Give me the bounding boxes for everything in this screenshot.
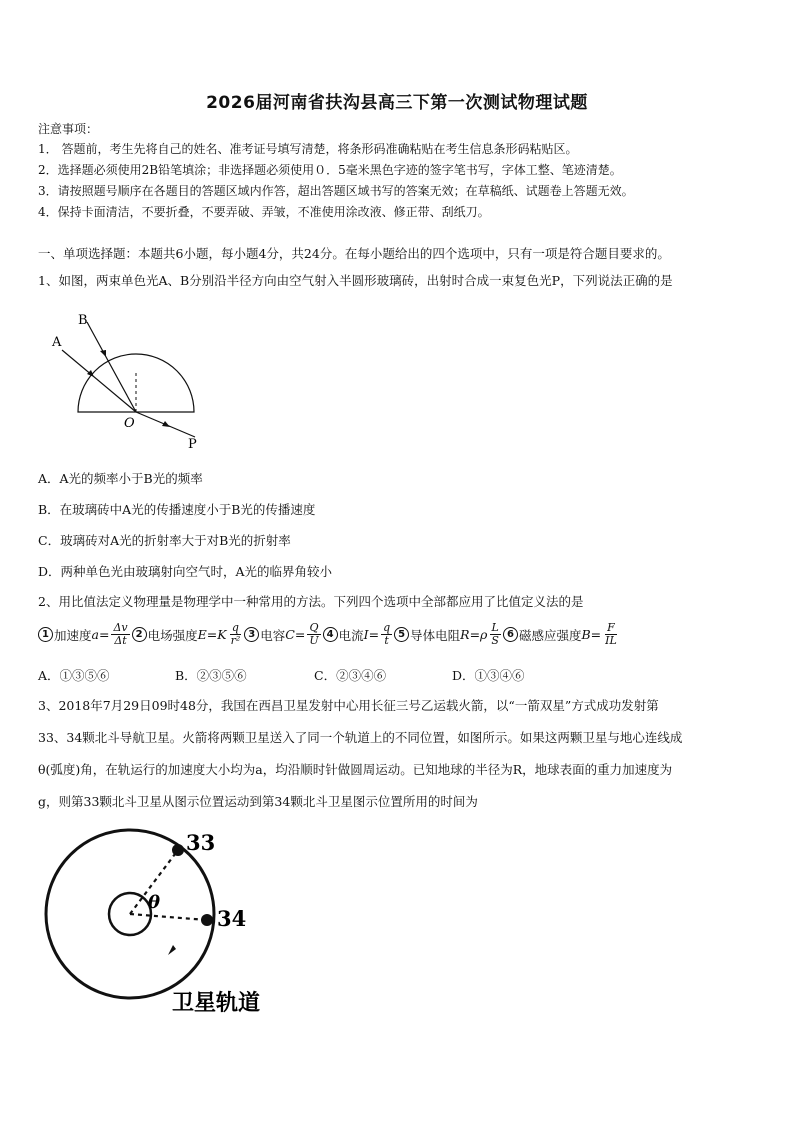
section-heading: 一、单项选择题：本题共6小题，每小题4分，共24分。在每小题给出的四个选项中，只有一项是符合题目要求的。 (38, 246, 670, 261)
ray-b-arrow (100, 350, 106, 357)
formula-var: C (285, 627, 295, 642)
fraction-den: U (309, 634, 319, 647)
formula-var: R (460, 627, 470, 642)
label-a: A (52, 335, 62, 350)
q1-option-c: C．玻璃砖对A光的折射率大于对B光的折射率 (38, 533, 291, 548)
formula-var: a (91, 627, 99, 642)
fraction-den: r² (230, 634, 241, 647)
q2-formula-line: 1 加速度 a = $\frac{\Delta v}{\Delta t}$ 2 电场强度 E = K $\frac{q}{\text{r²}}$ 3 电容 C = $\frac{Q}{U}$ 4 电流 I = $\frac{q}{t}$ 5 导体电阻 R = ρ $\frac{L}{S}$ 6 磁感应强度 B = $\frac{F}{IL}$ (38, 622, 621, 647)
q2-option-b: B．②③⑤⑥ (175, 668, 247, 683)
ray-a (62, 350, 136, 412)
q2-option-c: C．②③④⑥ (314, 668, 387, 683)
label-b: B (78, 313, 88, 328)
fraction (603, 622, 619, 647)
notice-item-3: 3．请按照题号顺序在各题目的答题区域内作答，超出答题区域书写的答案无效；在草稿纸、试题卷上答题无效。 (38, 184, 634, 198)
fraction (489, 622, 501, 647)
fraction-den: IL (605, 634, 617, 647)
circled-number: 6 (503, 627, 518, 642)
q1-option-a: A．A光的频率小于B光的频率 (38, 471, 203, 486)
fraction-num: F (607, 621, 615, 634)
label-34: 34 (217, 906, 247, 931)
fraction (111, 622, 129, 647)
page-title: 2026届河南省扶沟县高三下第一次测试物理试题 (206, 93, 588, 113)
label-p: P (188, 437, 197, 450)
circled-number: 2 (132, 627, 147, 642)
satellite-34-dot (201, 914, 213, 926)
fraction-den: Δt (114, 634, 127, 647)
formula-var: E (197, 627, 207, 642)
fraction-num: q (231, 621, 239, 634)
notice-item-4: 4．保持卡面清洁，不要折叠，不要弄破、弄皱，不准使用涂改液、修正带、刮纸刀。 (38, 205, 490, 219)
circled-number: 3 (244, 627, 259, 642)
question-3-line-2: 33、34颗北斗导航卫星。火箭将两颗卫星送入了同一个轨道上的不同位置，如图所示。如果这两颗卫星与地心连线成 (38, 730, 683, 745)
satellite-orbit-figure (40, 822, 300, 1022)
question-3-line-4: g，则第33颗北斗卫星从图示位置运动到第34颗北斗卫星图示位置所用的时间为 (38, 794, 478, 809)
formula-label: 磁感应强度 (518, 627, 582, 643)
circled-number: 1 (38, 627, 53, 642)
line-to-34 (130, 914, 207, 920)
formula-var: I (363, 627, 369, 642)
fraction (307, 622, 320, 647)
formula-var: B (581, 627, 591, 642)
question-1-stem: 1、如图，两束单色光A、B分别沿半径方向由空气射入半圆形玻璃砖，出射时合成一束复色光P，下列说法正确的是 (38, 273, 673, 288)
circled-number: 5 (394, 627, 409, 642)
label-33: 33 (186, 830, 216, 855)
formula-label: 电容 (260, 627, 286, 643)
label-theta: θ (148, 892, 161, 913)
q2-option-a: A．①③⑤⑥ (38, 668, 110, 683)
formula-const: ρ (480, 627, 488, 642)
q1-option-d: D．两种单色光由玻璃射向空气时，A光的临界角较小 (38, 564, 333, 579)
fraction-num: Δv (113, 621, 128, 634)
formula-label: 加速度 (54, 627, 92, 643)
notice-heading: 注意事项： (38, 122, 99, 136)
fraction-den: S (491, 634, 499, 647)
formula-const: K (217, 627, 227, 642)
formula-label: 导体电阻 (410, 627, 461, 643)
circled-number: 4 (323, 627, 338, 642)
question-2-stem: 2、用比值法定义物理量是物理学中一种常用的方法。下列四个选项中全部都应用了比值定义法的是 (38, 594, 584, 609)
satellite-33-dot (172, 844, 184, 856)
orbit-caption: 卫星轨道 (172, 990, 261, 1016)
label-o: O (124, 416, 135, 431)
fraction-num: q (383, 621, 391, 634)
fraction-num: Q (309, 621, 319, 634)
notice-item-2: 2．选择题必须使用2B铅笔填涂；非选择题必须使用０．5毫米黑色字迹的签字笔书写，字体工整、笔迹清楚。 (38, 163, 622, 177)
fraction-den: t (384, 634, 389, 647)
formula-label: 电场强度 (147, 627, 198, 643)
fraction (381, 622, 392, 647)
fraction-num: L (491, 621, 499, 634)
fraction (229, 622, 243, 647)
question-3-line-1: 3、2018年7月29日09时48分，我国在西昌卫星发射中心用长征三号乙运载火箭，以“一箭双星”方式成功发射第 (38, 698, 659, 713)
q1-option-b: B．在玻璃砖中A光的传播速度小于B光的传播速度 (38, 502, 316, 517)
orbit-direction-arrow (168, 945, 176, 955)
formula-label: 电流 (338, 627, 364, 643)
q2-option-d: D．①③④⑥ (452, 668, 525, 683)
notice-item-1: 1． 答题前，考生先将自己的姓名、准考证号填写清楚，将条形码准确粘贴在考生信息条形码粘贴区。 (38, 142, 578, 156)
semicircle-glass-figure (40, 300, 220, 450)
question-3-line-3: θ(弧度)角，在轨运行的加速度大小均为a，均沿顺时针做圆周运动。已知地球的半径为R，地球表面的重力加速度为 (38, 762, 673, 777)
ray-b (87, 322, 136, 412)
